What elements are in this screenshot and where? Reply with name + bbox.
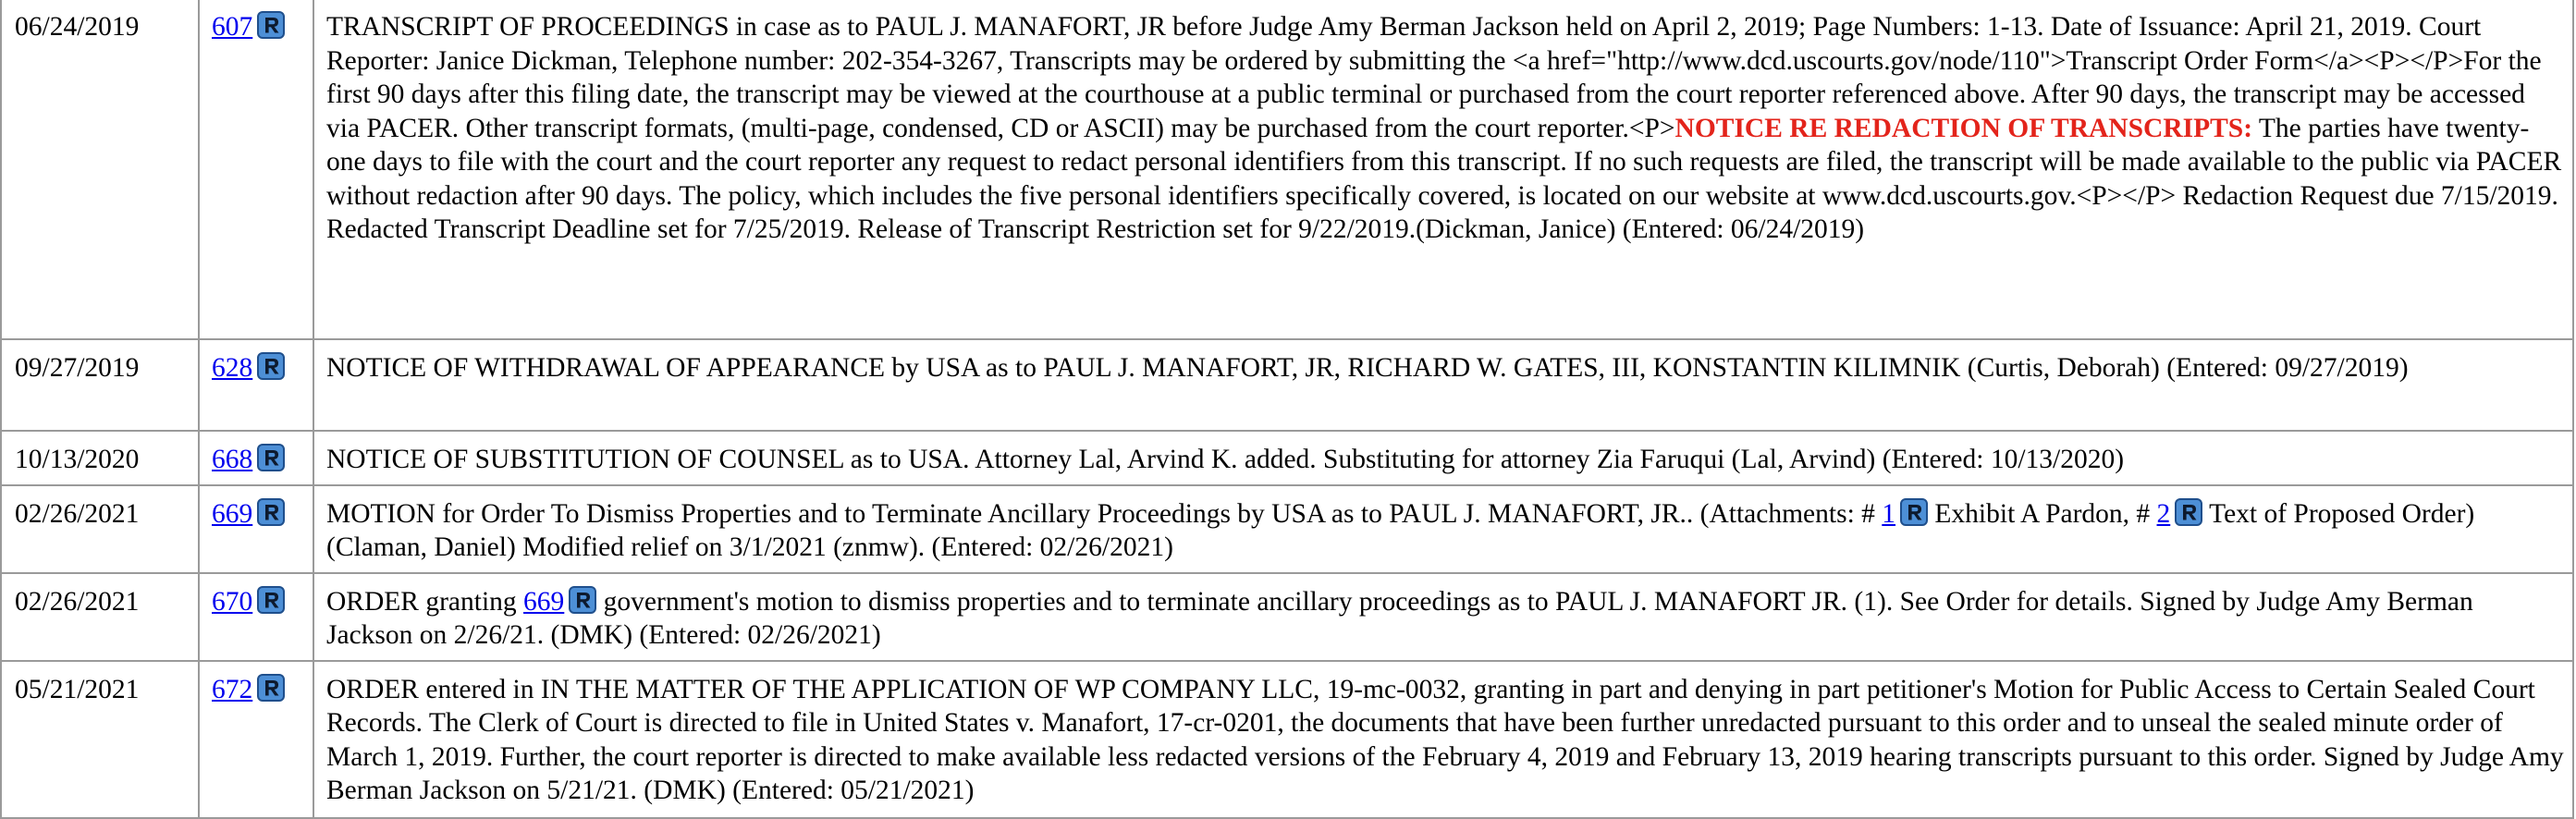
entry-text [313, 0, 2573, 339]
recap-r-icon[interactable] [2175, 498, 2202, 526]
recap-r-icon[interactable] [1900, 498, 1928, 526]
entry-text-part: government's motion to dismiss properties and to terminate ancillary proceedings as to PAUL J. MANAFORT JR. (1). See Order for details. Signed by Judge Amy Berman Jackson on 2/26/21. (DMK) (Entered: 02/26/2021) [326, 586, 2473, 650]
attachment-link[interactable]: 2 [2156, 498, 2171, 529]
docket-row [1, 573, 2573, 661]
entry-text: NOTICE OF WITHDRAWAL OF APPEARANCE by USA as to PAUL J. MANAFORT, JR, RICHARD W. GATES, III, KONSTANTIN KILIMNIK (Curtis, Deborah) (Entered: 09/27/2019) [313, 339, 2573, 431]
doc-number-cell [199, 485, 313, 573]
docket-row [1, 431, 2573, 485]
referenced-doc-link[interactable]: 669 [523, 586, 565, 617]
docket-row [1, 485, 2573, 573]
docket-row [1, 661, 2573, 818]
redaction-notice: NOTICE RE REDACTION OF TRANSCRIPTS: [1674, 113, 2253, 143]
docket-row [1, 339, 2573, 431]
entry-text [313, 573, 2573, 661]
entry-text-part: Exhibit A Pardon, # [1928, 498, 2157, 529]
entry-text: NOTICE OF SUBSTITUTION OF COUNSEL as to USA. Attorney Lal, Arvind K. added. Substituting for attorney Zia Faruqui (Lal, Arvind) (Entered: 10/13/2020) [313, 431, 2573, 485]
entry-date: 02/26/2021 [1, 573, 199, 661]
attachment-link[interactable]: 1 [1882, 498, 1896, 529]
entry-text-part: ORDER granting [326, 586, 524, 617]
entry-text-part: MOTION for Order To Dismiss Properties and to Terminate Ancillary Proceedings by USA as to PAUL J. MANAFORT, JR.. (Attachments: # [326, 498, 1883, 529]
doc-number-cell [199, 0, 313, 339]
entry-date: 10/13/2020 [1, 431, 199, 485]
docket-row [1, 0, 2573, 339]
entry-text-part: The parties have twenty-one days to file with the court and the court reporter any request to redact personal identifiers from this transcript. If no such requests are filed, the transcript will be made available to the public via PACER without redaction after 90 days. The policy, which includes the five personal identifiers specifically covered, is located on our website at www.dcd.uscourts.gov.<P></P> Redaction Request due 7/15/2019. Redacted Transcript Deadline set for 7/25/2019. Release of Transcript Restriction set for 9/22/2019.(Dickman, Janice) (Entered: 06/24/2019) [326, 113, 2562, 244]
doc-number-cell [199, 431, 313, 485]
doc-number-link[interactable]: 669 [212, 498, 253, 529]
doc-number-link[interactable]: 628 [212, 353, 253, 383]
doc-number-link[interactable]: 672 [212, 674, 253, 704]
recap-r-icon[interactable] [257, 444, 285, 471]
doc-number-cell [199, 573, 313, 661]
recap-r-icon[interactable] [569, 586, 596, 614]
recap-r-icon[interactable] [257, 352, 285, 380]
recap-r-icon[interactable] [257, 674, 285, 702]
entry-text-part: Text of Proposed Order)(Claman, Daniel) Modified relief on 3/1/2021 (znmw). (Entered: 02/26/2021) [326, 498, 2475, 562]
recap-r-icon[interactable] [257, 586, 285, 614]
recap-r-icon[interactable] [257, 498, 285, 526]
entry-date: 06/24/2019 [1, 0, 199, 339]
entry-date: 09/27/2019 [1, 339, 199, 431]
entry-text: ORDER entered in IN THE MATTER OF THE APPLICATION OF WP COMPANY LLC, 19-mc-0032, granting in part and denying in part petitioner's Motion for Public Access to Certain Sealed Court Records. The Clerk of Court is directed to file in United States v. Manafort, 17-cr-0201, the documents that have been further unredacted pursuant to this order and to unseal the sealed minute order of March 1, 2019. Further, the court reporter is directed to make available less redacted versions of the February 4, 2019 and February 13, 2019 hearing transcripts pursuant to this order. Signed by Judge Amy Berman Jackson on 5/21/21. (DMK) (Entered: 05/21/2021) [313, 661, 2573, 818]
entry-text [313, 485, 2573, 573]
doc-number-cell [199, 339, 313, 431]
doc-number-link[interactable]: 607 [212, 12, 253, 42]
entry-text-part: TRANSCRIPT OF PROCEEDINGS in case as to PAUL J. MANAFORT, JR before Judge Amy Berman Jackson held on April 2, 2019; Page Numbers: 1-13. Date of Issuance: April 21, 2019. Court Reporter: Janice Dickman, Telephone number: 202-354-3267, Transcripts may be ordered by submitting the <a href="http://www.dcd.uscourts.gov/node/110">Transcript Order Form</a><P></P>For the first 90 days after this filing date, the transcript may be viewed at the courthouse at a public terminal or purchased from the court reporter referenced above. After 90 days, the transcript may be accessed via PACER. Other transcript formats, (multi-page, condensed, CD or ASCII) may be purchased from the court reporter.<P> [326, 12, 2542, 143]
recap-r-icon[interactable] [257, 11, 285, 39]
entry-date: 02/26/2021 [1, 485, 199, 573]
doc-number-link[interactable]: 670 [212, 586, 253, 617]
doc-number-cell [199, 661, 313, 818]
doc-number-link[interactable]: 668 [212, 445, 253, 474]
entry-date: 05/21/2021 [1, 661, 199, 818]
